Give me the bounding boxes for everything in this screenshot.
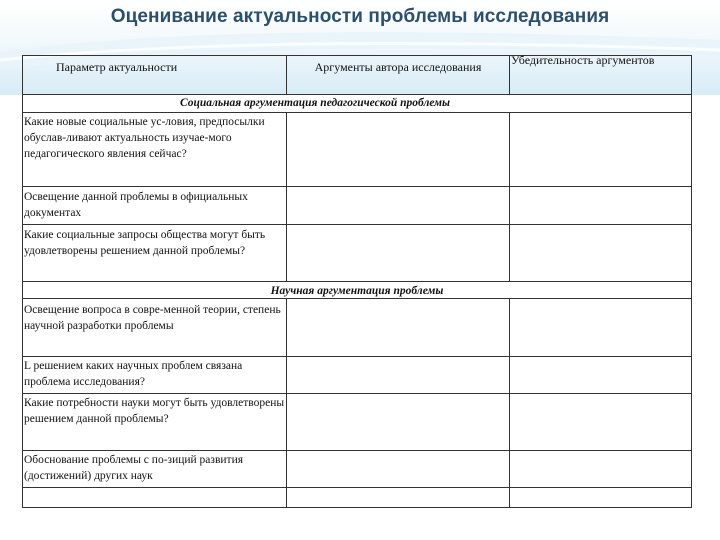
row-social-requests: Какие социальные запросы общества могут быть удовлетворены решением данной проблемы?: [24, 229, 266, 257]
row-modern-theory: Освещение вопроса в совре-менной теории, степень научной разработки проблемы: [24, 304, 281, 332]
header-parameter: Параметр актуальности: [56, 60, 178, 74]
section-title-social: Социальная аргументация педагогической проблемы: [179, 97, 451, 109]
header-arguments: Аргументы автора исследования: [314, 60, 482, 74]
row-science-needs: Какие потребности науки могут быть удовлетворены решением данной проблемы?: [24, 397, 285, 425]
row-new-social-conditions: Какие новые социальные ус-ловия, предпосылки обуслав-ливают актуальность изучае-мого педагогического явления сейчас?: [24, 116, 265, 160]
slide-title: Оценивание актуальности проблемы исследования: [110, 6, 610, 27]
row-other-sciences: Обоснование проблемы с по-зиций развития (достижений) других наук: [24, 454, 244, 482]
section-title-scientific: Научная аргументация проблемы: [270, 285, 444, 297]
header-convincingness: Убедительность аргументов: [511, 53, 655, 67]
row-official-documents: Освещение данной проблемы в официальных документах: [24, 191, 248, 219]
row-related-scientific-problems: L решением каких научных проблем связана проблема исследования?: [24, 360, 243, 388]
